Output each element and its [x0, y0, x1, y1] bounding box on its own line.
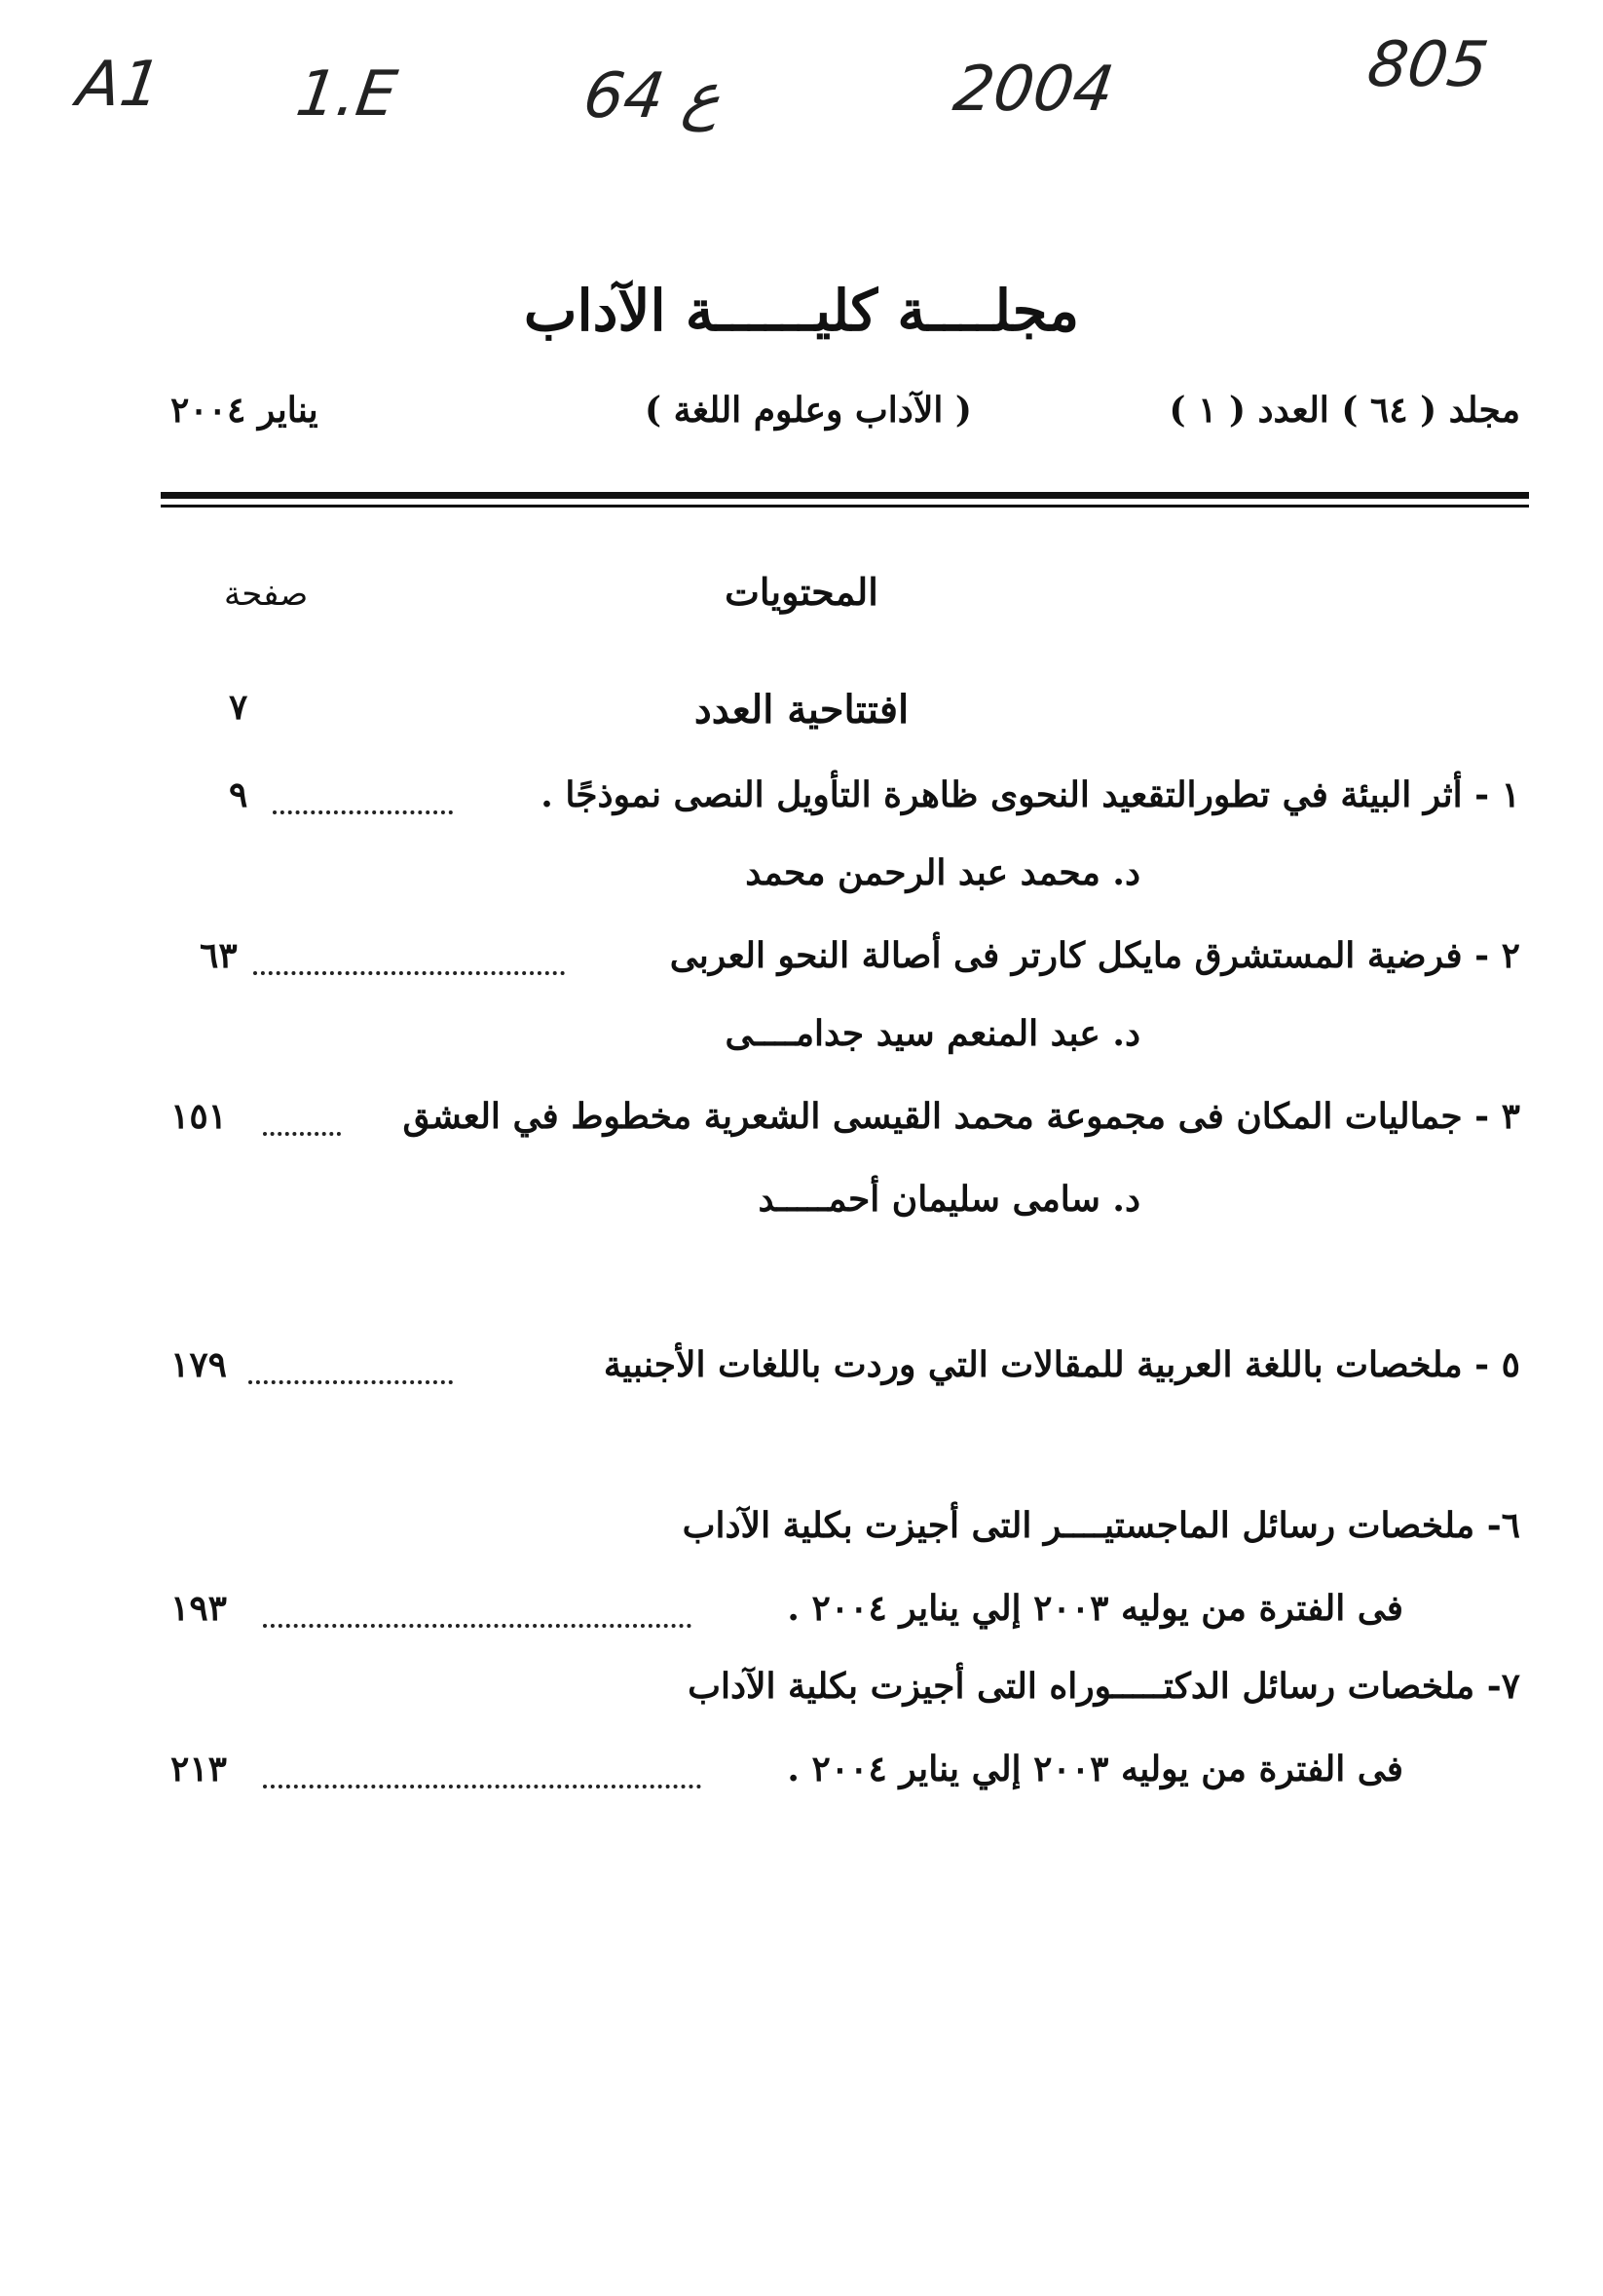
editorial-page: ٧: [229, 687, 248, 728]
toc-entry-7-page: ٢١٣: [170, 1749, 228, 1789]
toc-entry-6-page: ١٩٣: [170, 1588, 228, 1629]
handwritten-note-e: 805: [1362, 29, 1493, 101]
toc-heading: المحتويات: [725, 570, 878, 614]
leader-dots: [248, 1380, 453, 1384]
toc-entry-7-subtitle: فى الفترة من يوليه ٢٠٠٣ إلي يناير ٢٠٠٤ .: [787, 1749, 1403, 1789]
page-column-label: صفحة: [224, 575, 309, 614]
header-rule-thin: [161, 505, 1529, 508]
handwritten-note-d: 2004: [949, 54, 1119, 126]
handwritten-note-a: A1: [72, 49, 166, 121]
toc-entry-1-page: ٩: [229, 774, 248, 815]
toc-entry-2-title: ٢ - فرضية المستشرق مايكل كارتر فى أصالة النحو العربى: [669, 935, 1520, 976]
toc-entry-2-page: ٦٣: [200, 935, 238, 976]
leader-dots: [273, 810, 453, 814]
section-name: ( الآداب وعلوم اللغة ): [645, 390, 972, 431]
leader-dots: [263, 1785, 701, 1788]
toc-entry-2-author: د. عبد المنعم سيد جدامــــى: [725, 1013, 1140, 1054]
toc-entry-5-page: ١٧٩: [170, 1344, 228, 1385]
toc-entry-5-title: ٥ - ملخصات باللغة العربية للمقالات التي وردت باللغات الأجنبية: [603, 1344, 1520, 1385]
issue-date: يناير ٢٠٠٤: [170, 390, 318, 431]
handwritten-note-c: 64 ع: [578, 60, 727, 132]
toc-entry-3-page: ١٥١: [170, 1096, 228, 1137]
leader-dots: [263, 1132, 341, 1136]
toc-entry-3-title: ٣ - جماليات المكان فى مجموعة محمد القيسى الشعرية مخطوط في العشق: [402, 1096, 1520, 1137]
toc-entry-7-title: ٧- ملخصات رسائل الدكتـــــوراه التى أجيزت بكلية الآداب: [688, 1666, 1520, 1707]
toc-entry-1-title: ١ - أثر البيئة في تطورالتقعيد النحوى ظاهرة التأويل النصى نموذجًا .: [541, 774, 1520, 815]
toc-entry-6-title: ٦- ملخصات رسائل الماجستيــــر التى أجيزت بكلية الآداب: [682, 1505, 1520, 1546]
leader-dots: [253, 971, 565, 975]
journal-title: مجلــــة كليــــــة الآداب: [523, 278, 1080, 344]
toc-entry-3-author: د. سامى سليمان أحمـــــد: [758, 1179, 1140, 1220]
toc-entry-1-author: د. محمد عبد الرحمن محمد: [745, 852, 1140, 893]
header-rule-thick: [161, 492, 1529, 499]
volume-issue: مجلد ( ٦٤ ) العدد ( ١ ): [1169, 390, 1520, 431]
toc-entry-6-subtitle: فى الفترة من يوليه ٢٠٠٣ إلي يناير ٢٠٠٤ .: [787, 1588, 1403, 1629]
editorial-title: افتتاحية العدد: [693, 687, 910, 733]
handwritten-note-b: 1.E: [291, 58, 401, 131]
leader-dots: [263, 1624, 691, 1628]
